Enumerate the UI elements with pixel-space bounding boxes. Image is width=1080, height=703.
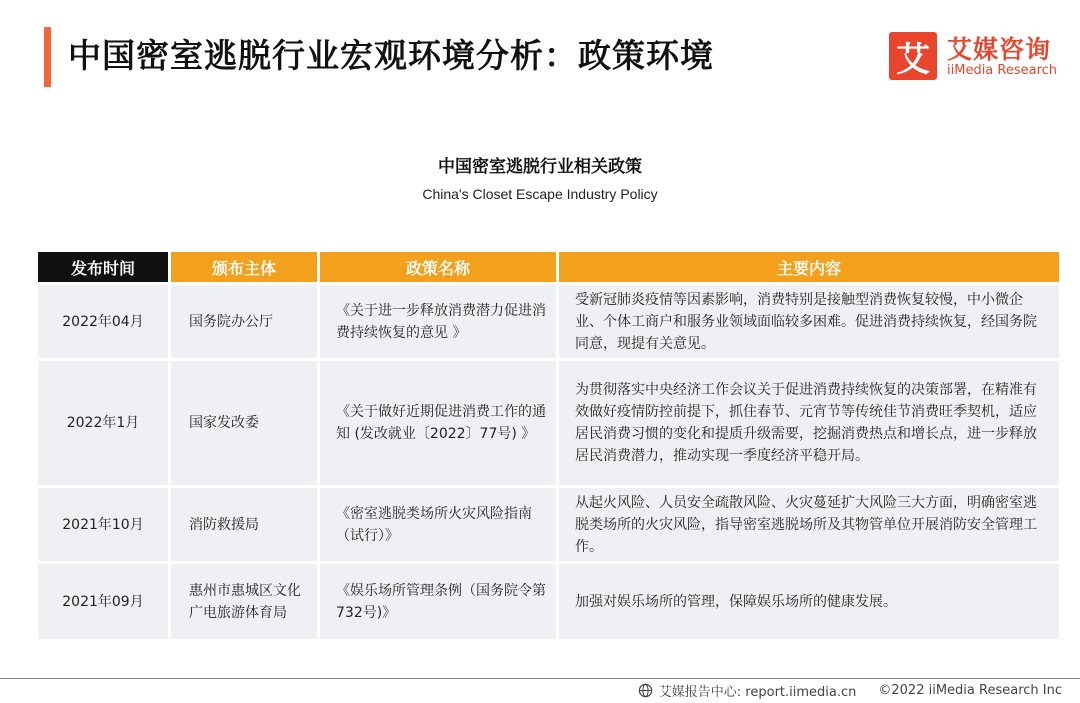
table-row	[38, 488, 1059, 561]
column-header-date: 发布时间	[38, 252, 168, 282]
cell-content: 受新冠肺炎疫情等因素影响，消费特别是接触型消费恢复较慢，中小微企业、个体工商户和服务业领域面临较多困难。促进消费持续恢复，经国务院同意，现提有关意见。	[559, 285, 1059, 358]
cell-date: 2021年09月	[38, 564, 168, 639]
column-header-issuer: 颁布主体	[171, 252, 317, 282]
cell-issuer: 国家发改委	[171, 361, 317, 485]
policy-table	[35, 249, 1062, 642]
cell-issuer: 惠州市惠城区文化广电旅游体育局	[171, 564, 317, 639]
cell-date: 2021年10月	[38, 488, 168, 561]
table-header-row	[38, 252, 1059, 282]
logo-english-text: iiMedia Research	[947, 63, 1058, 78]
logo-chinese-text: 艾媒咨询	[947, 35, 1052, 64]
iimedia-logo	[889, 30, 1064, 82]
cell-policy-name: 《密室逃脱类场所火灾风险指南（试行）》	[320, 488, 556, 561]
table-title: 中国密室逃脱行业相关政策	[438, 157, 642, 177]
footer-report-center[interactable]: 艾媒报告中心: report.iimedia.cn	[658, 685, 857, 700]
column-header-content: 主要内容	[559, 252, 1059, 282]
footer	[638, 681, 1062, 700]
cell-date: 2022年04月	[38, 285, 168, 358]
table-row	[38, 564, 1059, 639]
cell-content: 加强对娱乐场所的管理，保障娱乐场所的健康发展。	[559, 564, 1059, 639]
cell-content: 从起火风险、人员安全疏散风险、火灾蔓延扩大风险三大方面，明确密室逃脱类场所的火灾风险，指导密室逃脱场所及其物管单位开展消防安全管理工作。	[559, 488, 1059, 561]
title-accent-bar	[44, 27, 51, 87]
page-title: 中国密室逃脱行业宏观环境分析：政策环境	[68, 36, 714, 75]
column-header-policy-name: 政策名称	[320, 252, 556, 282]
logo-mark-icon: 艾	[889, 32, 937, 80]
cell-issuer: 消防救援局	[171, 488, 317, 561]
table-row	[38, 361, 1059, 485]
table-row	[38, 285, 1059, 358]
footer-divider	[0, 678, 1080, 679]
cell-content: 为贯彻落实中央经济工作会议关于促进消费持续恢复的决策部署，在精准有效做好疫情防控前提下，抓住春节、元宵节等传统佳节消费旺季契机，适应居民消费习惯的变化和提质升级需要，挖掘消费热点和增长点，进一步释放居民消费潜力，推动实现一季度经济平稳开局。	[559, 361, 1059, 485]
cell-date: 2022年1月	[38, 361, 168, 485]
cell-policy-name: 《关于做好近期促进消费工作的通知 (发改就业〔2022〕77号) 》	[320, 361, 556, 485]
footer-copyright: ©2022 iiMedia Research Inc	[878, 683, 1062, 698]
table-subtitle: China's Closet Escape Industry Policy	[422, 186, 658, 202]
cell-issuer: 国务院办公厅	[171, 285, 317, 358]
cell-policy-name: 《娱乐场所管理条例（国务院令第732号)》	[320, 564, 556, 639]
cell-policy-name: 《关于进一步释放消费潜力促进消费持续恢复的意见 》	[320, 285, 556, 358]
globe-icon	[638, 683, 653, 698]
